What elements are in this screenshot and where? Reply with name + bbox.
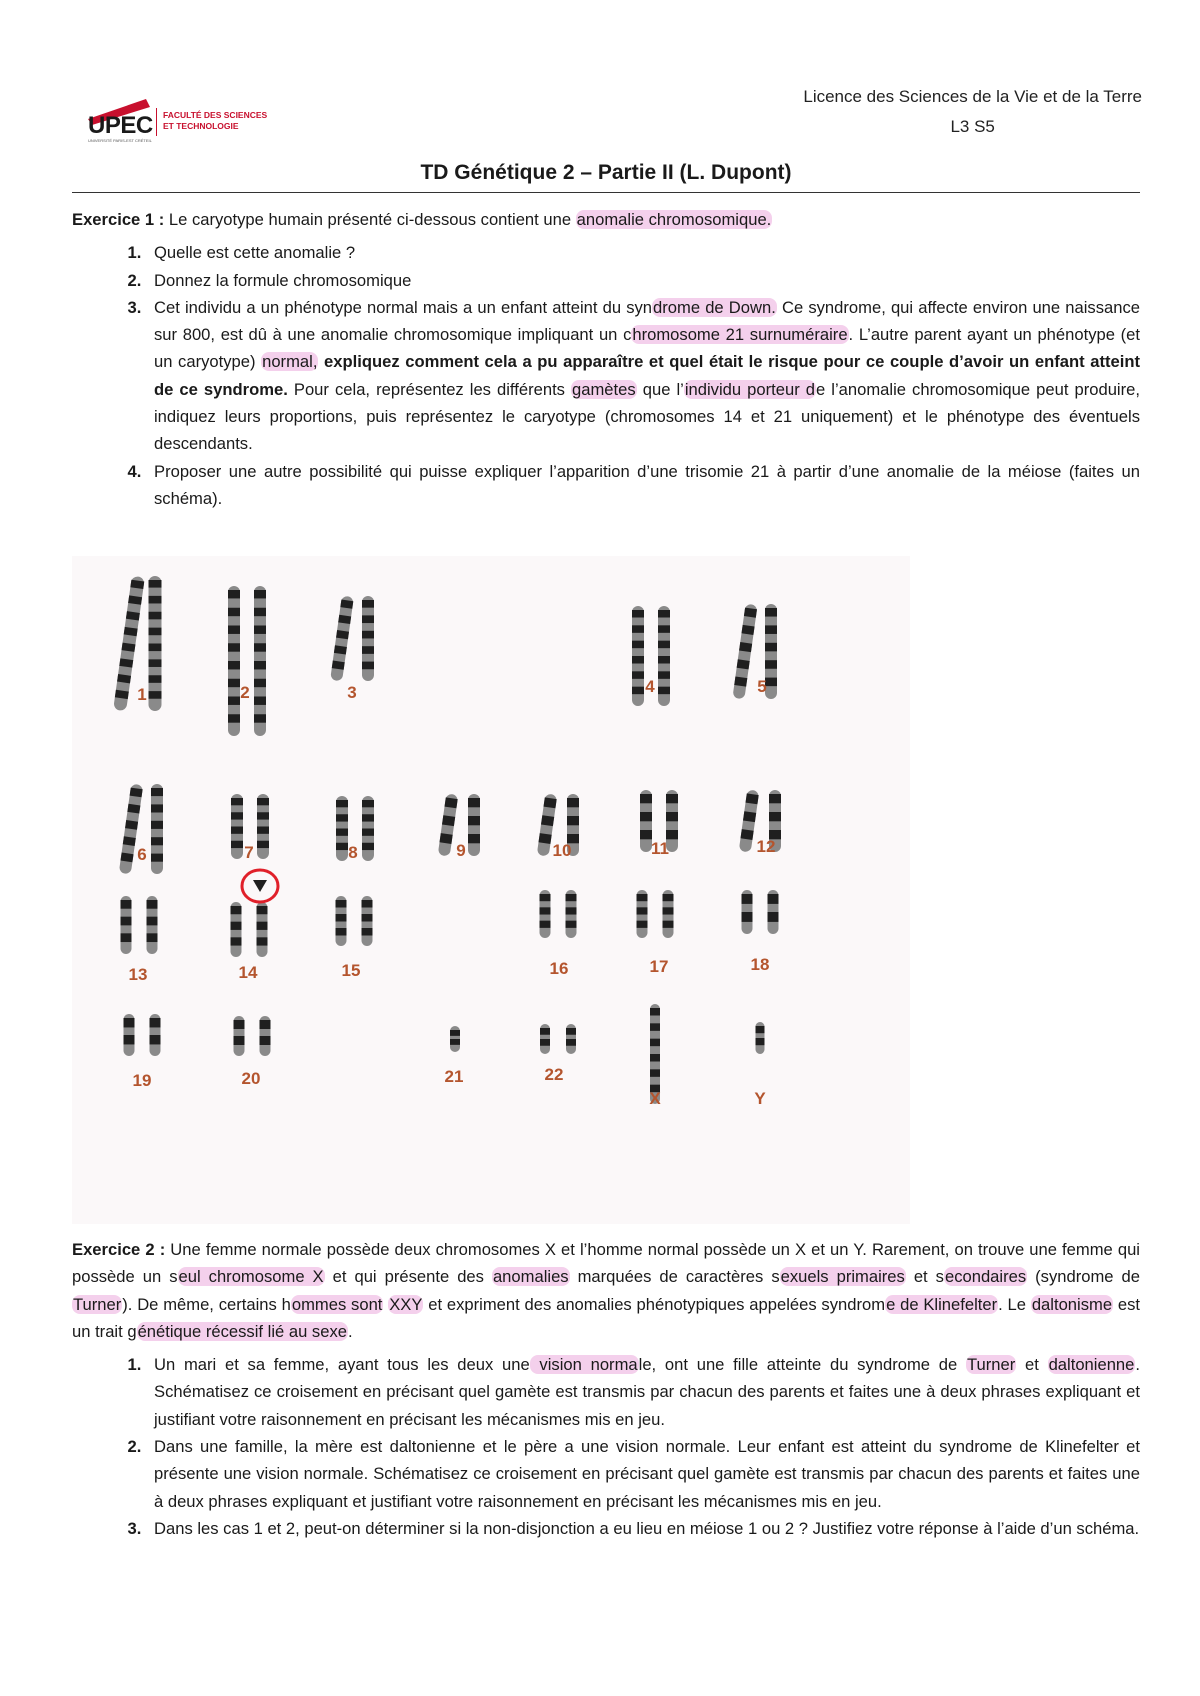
chromosome-label: Y xyxy=(754,1089,766,1108)
chromosome-label: 15 xyxy=(341,961,361,980)
text: le, ont une fille atteinte du syndrome de xyxy=(638,1355,966,1375)
chromosome-16 xyxy=(540,890,577,938)
text: ). De même, certains h xyxy=(122,1294,291,1314)
title-divider xyxy=(72,192,1140,193)
chromosome-label: 13 xyxy=(128,965,148,984)
highlight: Turner xyxy=(73,1294,122,1314)
chromosome-14 xyxy=(231,902,268,957)
highlight: normal, xyxy=(262,352,318,372)
logo-faculty: FACULTÉ DES SCIENCES ET TECHNOLOGIE xyxy=(163,110,268,131)
text: e l’anomalie chromosomique peut produire, indiquez leurs proportions, puis représentez le caryotype (chromosomes 14 et 21 uniquement) et le phénotype des éventuels descendants. xyxy=(154,379,1140,454)
highlight: econdaires xyxy=(944,1267,1027,1287)
highlight: daltonienne xyxy=(1048,1355,1135,1375)
chromosome-label: 20 xyxy=(241,1069,261,1088)
chromosome-label: 1 xyxy=(137,685,147,704)
bold-text: expliquez comment cela a pu apparaître et quel était le risque pour ce couple d’avoir un enfant atteint de ce syndrome. xyxy=(154,352,1140,399)
highlight: daltonisme xyxy=(1031,1294,1113,1314)
exercise-1-intro xyxy=(72,206,1140,233)
karyotype-image xyxy=(72,556,910,1224)
text: . Le xyxy=(998,1294,1031,1314)
text: . Schématisez ce croisement en précisant quel gamète est transmis par chacun des parents et faites une à deux phrases expliquant et justifiant votre raisonnement en précisant les mécanismes mis en jeu. xyxy=(154,1355,1141,1429)
question-3 xyxy=(146,294,1140,458)
highlight: vision norma xyxy=(530,1355,638,1375)
chromosome-21 xyxy=(450,1026,460,1052)
chromosome-3 xyxy=(330,596,374,682)
chromosome-label: 9 xyxy=(456,841,466,860)
chromosome-18 xyxy=(742,890,779,934)
page-title: TD Génétique 2 – Partie II (L. Dupont) xyxy=(420,161,792,184)
text: et qui présente des xyxy=(324,1267,492,1287)
highlight: anomalie chromosomique. xyxy=(576,210,772,229)
highlight: gamètes xyxy=(572,379,636,399)
chromosome-label: 18 xyxy=(750,955,770,974)
chromosome-label: 14 xyxy=(238,963,258,982)
text: et expriment des anomalies phénotypiques appelées syndrom xyxy=(423,1294,886,1314)
chromosome-15 xyxy=(336,896,373,946)
text: Ce syndrome, qui affecte environ une naissance sur 800, est dû à une anomalie chromosomique impliquant un c xyxy=(154,297,1140,345)
chromosome-label: 7 xyxy=(244,843,254,862)
intro-text: Le caryotype humain présenté ci-dessous contient une xyxy=(164,210,576,229)
chromosome-label: 21 xyxy=(444,1067,464,1086)
highlight: e de Klinefelter xyxy=(886,1294,998,1314)
exercise-2 xyxy=(72,1236,1140,1542)
text: et xyxy=(1016,1355,1048,1375)
highlight: Turner xyxy=(966,1355,1016,1375)
chromosome-label: 17 xyxy=(649,957,669,976)
chromosome-label: 16 xyxy=(549,959,569,978)
chromosome-label: 4 xyxy=(645,677,655,696)
highlight: eul chromosome X xyxy=(178,1267,324,1287)
chromosome-label: 3 xyxy=(347,683,357,702)
question-2: 2. Dans une famille, la mère est daltonienne et le père a une vision normale. Leur enfant est atteint du syndrome de Klinefelter et présente une vision normale. Schématisez ce croisement en précisant quel gamète est transmis par chacun des parents et faites une à deux phrases expliquant et justifiant votre raisonnement en précisant les mécanismes mis en jeu. xyxy=(146,1433,1140,1515)
highlight: XXY xyxy=(389,1294,423,1314)
chromosome-label: 8 xyxy=(348,843,358,862)
question-1: 1. Quelle est cette anomalie ? xyxy=(146,239,1140,266)
chromosome-label: 12 xyxy=(756,837,776,856)
chromosome-13 xyxy=(121,896,158,954)
chromosome-17 xyxy=(637,890,674,938)
exercise-1 xyxy=(72,206,1140,512)
text: (syndrome de xyxy=(1027,1267,1141,1287)
chromosome-label: 11 xyxy=(651,839,669,858)
highlight: énétique récessif lié au sexe xyxy=(137,1321,347,1341)
chromosome-label: 2 xyxy=(240,683,250,702)
logo-subtitle: UNIVERSITÉ PARIS-EST CRÉTEIL xyxy=(88,138,152,143)
text: . L’autre parent ayant un phénotype (et un caryotype) xyxy=(154,325,1140,372)
chromosome-19 xyxy=(124,1014,161,1056)
logo-text: UPEC xyxy=(88,112,153,139)
chromosome-22 xyxy=(540,1024,576,1054)
text: marquées de caractères s xyxy=(569,1267,780,1287)
course-level: L3 S5 xyxy=(950,117,995,136)
highlight: individu porteur d xyxy=(684,379,816,399)
question-4: 4. Proposer une autre possibilité qui puisse expliquer l’apparition d’une trisomie 21 à partir d’une anomalie de la méiose (faites un schéma). xyxy=(146,458,1140,513)
text: Pour cela, représentez les différents xyxy=(287,379,572,399)
exercise-2-label: Exercice 2 : xyxy=(72,1240,166,1259)
exercise-2-intro xyxy=(72,1236,1140,1345)
text: que l’ xyxy=(636,379,684,399)
highlight: ommes sont xyxy=(291,1294,383,1314)
exercise-1-questions xyxy=(72,239,1140,512)
chromosome-label: 19 xyxy=(132,1071,152,1090)
extra-chromosome-fragment xyxy=(253,880,267,892)
question-3: 3. Dans les cas 1 et 2, peut-on déterminer si la non-disjonction a eu lieu en méiose 1 ou 2 ? Justifiez votre réponse à l’aide d’un schéma. xyxy=(146,1515,1140,1542)
highlight: hromosome 21 surnuméraire xyxy=(632,325,848,345)
logo-separator xyxy=(156,108,157,136)
chromosome-2 xyxy=(228,586,266,736)
highlight: exuels primaires xyxy=(780,1267,905,1287)
course-header xyxy=(803,82,1142,142)
upec-logo xyxy=(86,86,271,143)
chromosome-label: X xyxy=(649,1089,661,1108)
question-1 xyxy=(146,1351,1140,1433)
text: Un mari et sa femme, ayant tous les deux une xyxy=(154,1355,530,1375)
text: Cet individu a un phénotype normal mais a un enfant atteint du syn xyxy=(154,297,653,317)
highlight: drome de Down. xyxy=(653,297,776,317)
program-name: Licence des Sciences de la Vie et de la Terre xyxy=(803,87,1142,106)
exercise-2-questions xyxy=(72,1351,1140,1542)
chromosome-5 xyxy=(732,604,777,700)
highlight: anomalies xyxy=(492,1267,569,1287)
chromosome-label: 6 xyxy=(137,845,147,864)
text: . xyxy=(347,1321,353,1341)
chromosome-Y xyxy=(756,1022,765,1054)
karyotype-figure xyxy=(72,556,910,1224)
chromosome-label: 22 xyxy=(544,1065,564,1084)
exercise-1-label: Exercice 1 : xyxy=(72,210,165,229)
text: et s xyxy=(905,1267,944,1287)
chromosome-20 xyxy=(234,1016,271,1056)
chromosome-label: 10 xyxy=(552,841,572,860)
chromosome-label: 5 xyxy=(757,677,767,696)
question-2: 2. Donnez la formule chromosomique xyxy=(146,267,1140,294)
text: est un trait g xyxy=(72,1294,1140,1341)
text: Une femme normale possède deux chromosomes X et l’homme normal possède un X et un Y. Rarement, on trouve une femme qui possède un s xyxy=(72,1240,1140,1287)
